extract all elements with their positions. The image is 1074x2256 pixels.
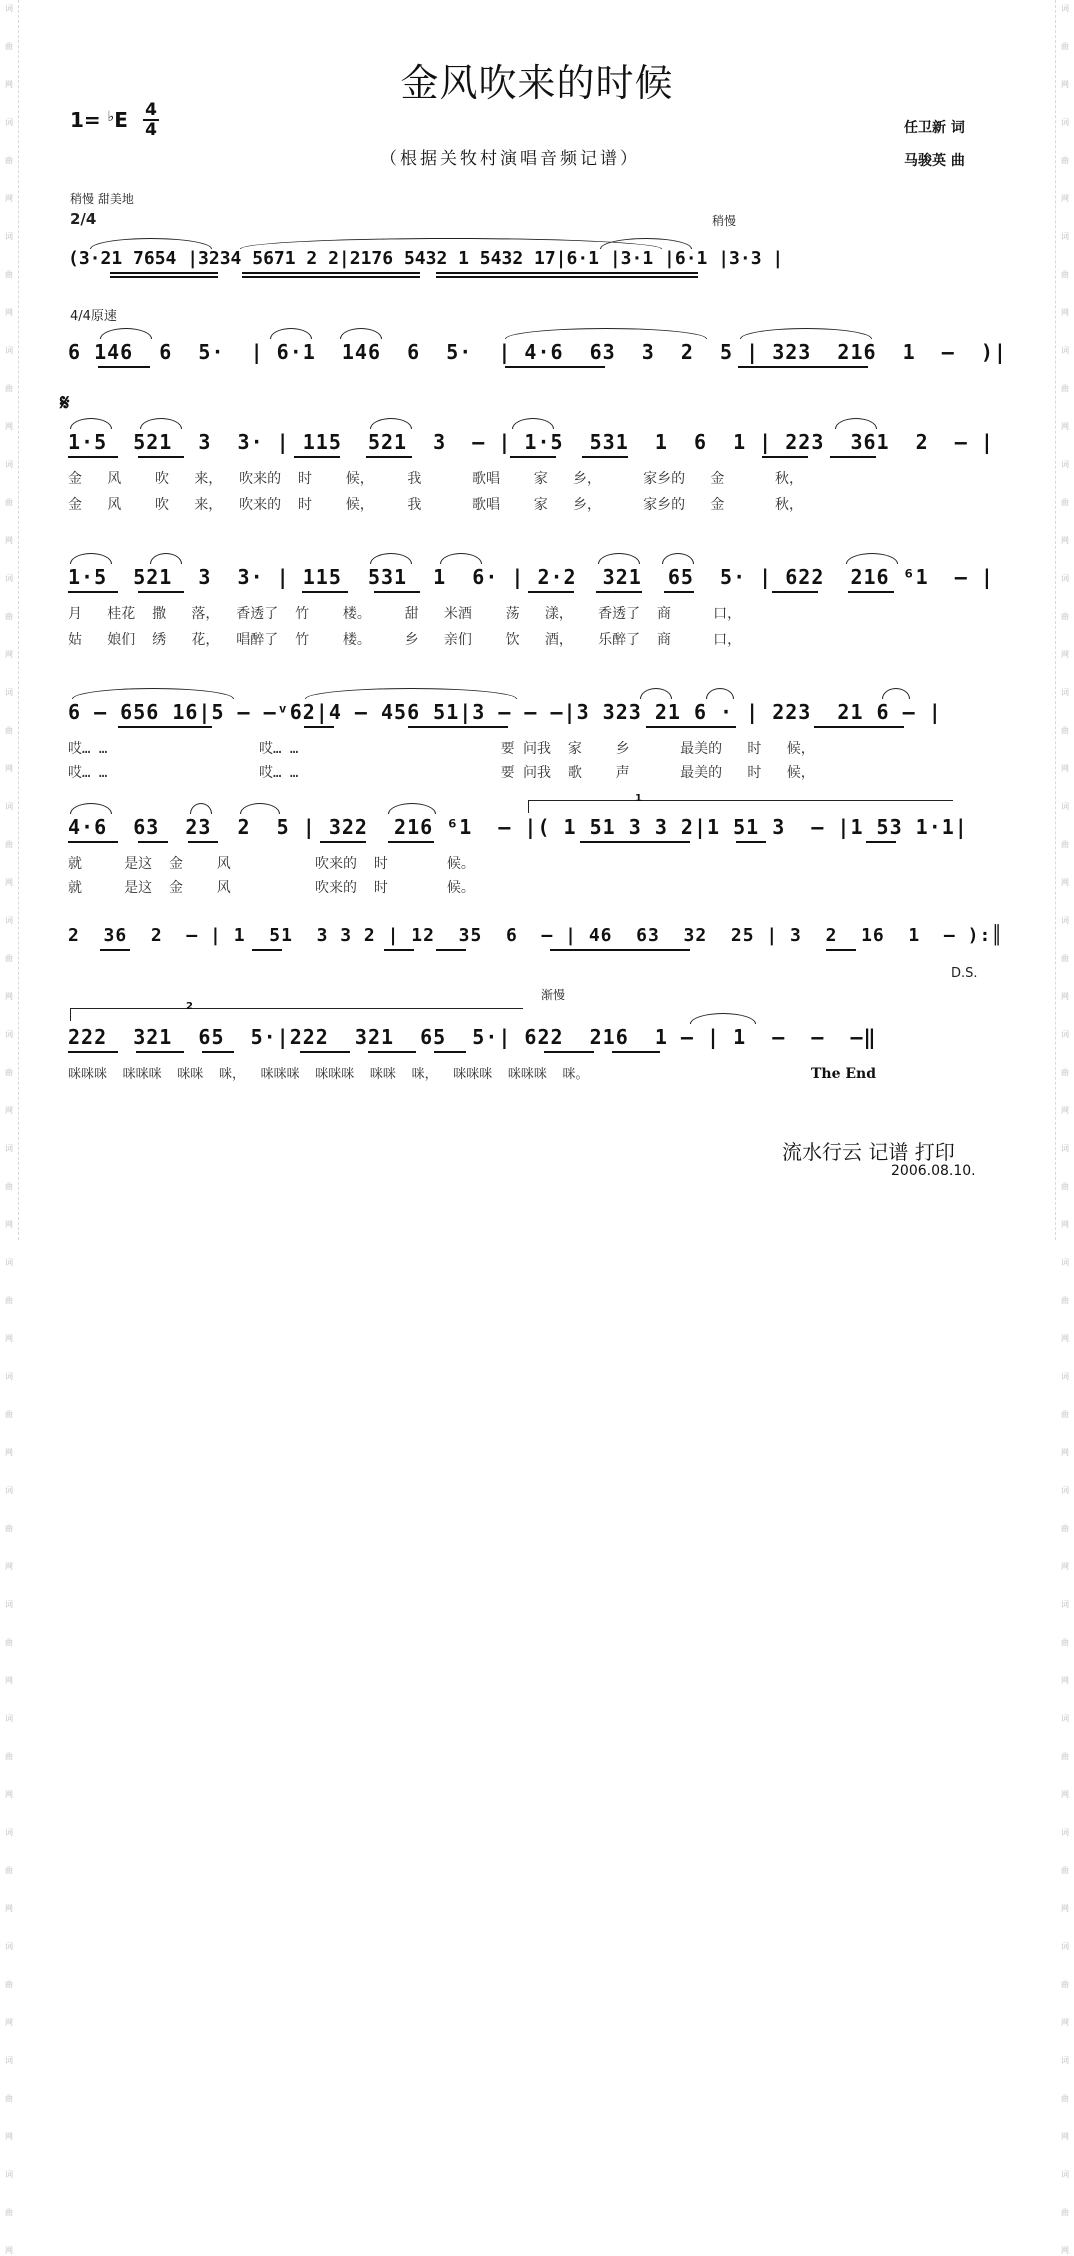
score-line-4: 1·5 521 3 3· | 115 531 1 6· | 2·2 321 65 5· | 622 216 ⁶1 – | — [68, 565, 994, 589]
watermark-char: 网 — [5, 80, 13, 89]
watermark-char: 词 — [1061, 1600, 1069, 1609]
lyric-line-verse1: 就 是这 金 风 吹来的 时 候。 — [68, 856, 475, 872]
underline-beam — [138, 841, 168, 843]
underline-beam — [408, 726, 508, 728]
underline-beam — [582, 456, 628, 458]
underline-beam — [528, 591, 574, 593]
watermark-char: 词 — [1061, 1030, 1069, 1039]
lyric-line-verse1: 哎… … 哎… … 要 问我 家 乡 最美的 时 候， — [68, 741, 815, 757]
underline-beam — [188, 841, 218, 843]
time-signature — [143, 101, 159, 139]
slur — [305, 688, 517, 699]
watermark-char: 网 — [1061, 764, 1069, 773]
watermark-char: 词 — [5, 1714, 13, 1723]
watermark-char: 曲 — [1061, 1182, 1069, 1191]
watermark-char: 网 — [5, 2246, 13, 2255]
watermark-char: 词 — [1061, 232, 1069, 241]
underline-beam — [68, 841, 118, 843]
second-ending-bracket — [70, 1008, 523, 1021]
score-line-2: 6 146 6 5· | 6·1 146 6 5· | 4·6 63 3 2 5 | 323 216 1 – )| — [68, 340, 1007, 364]
watermark-char: 曲 — [1061, 954, 1069, 963]
watermark-char: 网 — [1061, 2018, 1069, 2027]
watermark-char: 曲 — [5, 156, 13, 165]
underline-beam — [242, 272, 420, 274]
underline-beam — [505, 366, 605, 368]
watermark-char: 词 — [1061, 1144, 1069, 1153]
watermark-char: 网 — [5, 536, 13, 545]
watermark-char: 曲 — [5, 1410, 13, 1419]
underline-beam — [136, 1051, 184, 1053]
watermark-char: 词 — [5, 460, 13, 469]
watermark-char: 曲 — [1061, 1752, 1069, 1761]
watermark-char: 词 — [1061, 916, 1069, 925]
watermark-char: 曲 — [5, 1182, 13, 1191]
watermark-char: 网 — [5, 422, 13, 431]
watermark-char: 网 — [5, 1562, 13, 1571]
intro-meter-mark: 2/4 — [70, 210, 97, 228]
underline-beam — [294, 456, 340, 458]
flat-sign: ♭ — [107, 109, 115, 125]
underline-beam — [550, 949, 690, 951]
second-ending-number: 2 — [186, 1001, 193, 1012]
watermark-char: 曲 — [5, 1752, 13, 1761]
watermark-char: 曲 — [1061, 1524, 1069, 1533]
watermark-char: 词 — [5, 916, 13, 925]
watermark-column — [1058, 0, 1072, 2255]
watermark-char: 网 — [5, 1676, 13, 1685]
watermark-char: 词 — [1061, 574, 1069, 583]
underline-beam — [110, 276, 218, 278]
slur — [70, 553, 112, 564]
slur — [72, 688, 234, 699]
underline-beam — [738, 366, 868, 368]
watermark-char: 词 — [1061, 1372, 1069, 1381]
underline-beam — [814, 726, 904, 728]
watermark-char: 曲 — [1061, 498, 1069, 507]
segno-sign: 𝄋 — [60, 390, 70, 416]
underline-beam — [826, 949, 856, 951]
score-line-7: 2 36 2 – | 1 51 3 3 2 | 12 35 6 – | 46 63 32 25 | 3 2 16 1 – ):║ — [68, 925, 1004, 946]
watermark-char: 曲 — [5, 1980, 13, 1989]
watermark-char: 曲 — [5, 384, 13, 393]
underline-beam — [830, 456, 876, 458]
left-margin-watermark — [0, 0, 19, 2255]
underline-beam — [866, 841, 896, 843]
lyricist-credit: 任卫新 词 — [904, 120, 965, 136]
watermark-char: 曲 — [1061, 1638, 1069, 1647]
key-prefix: 1= — [70, 108, 101, 132]
underline-beam — [320, 841, 366, 843]
underline-beam — [68, 591, 118, 593]
watermark-char: 网 — [1061, 1676, 1069, 1685]
watermark-char: 词 — [5, 1258, 13, 1267]
watermark-char: 曲 — [1061, 42, 1069, 51]
slur — [70, 803, 112, 814]
underline-beam — [202, 1051, 234, 1053]
dal-segno-mark: D.S. — [951, 966, 978, 981]
score-line-intro: (3·21 7654 |3234 5671 2 2|2176 5432 1 5432 17|6·1 |3·1 |6·1 |3·3 | — [68, 248, 784, 269]
watermark-char: 曲 — [1061, 2094, 1069, 2103]
underline-beam — [384, 949, 414, 951]
lyric-line-verse2: 姑 娘们 绣 花， 唱醉了 竹 楼。 乡 亲们 饮 酒， 乐醉了 商 口， — [68, 632, 742, 648]
watermark-char: 曲 — [1061, 270, 1069, 279]
slur — [706, 688, 734, 699]
watermark-char: 词 — [1061, 1714, 1069, 1723]
underline-beam — [302, 591, 348, 593]
watermark-char: 曲 — [5, 1638, 13, 1647]
underline-beam — [366, 456, 412, 458]
slur — [882, 688, 910, 699]
watermark-char: 网 — [5, 1334, 13, 1343]
underline-beam — [374, 591, 420, 593]
underline-beam — [100, 949, 130, 951]
watermark-char: 词 — [1061, 346, 1069, 355]
watermark-char: 曲 — [5, 612, 13, 621]
watermark-char: 曲 — [5, 1296, 13, 1305]
ritardando-mark: 稍慢 — [712, 214, 737, 228]
watermark-char: 网 — [1061, 1106, 1069, 1115]
watermark-char: 词 — [5, 1828, 13, 1837]
underline-beam — [736, 841, 766, 843]
watermark-char: 词 — [1061, 4, 1069, 13]
lyric-line-verse2: 就 是这 金 风 吹来的 时 候。 — [68, 880, 475, 896]
watermark-char: 网 — [5, 1790, 13, 1799]
underline-beam — [848, 591, 894, 593]
slur — [640, 688, 672, 699]
underline-beam — [434, 1051, 466, 1053]
watermark-char: 曲 — [1061, 1866, 1069, 1875]
underline-beam — [436, 276, 698, 278]
watermark-char: 曲 — [5, 954, 13, 963]
score-line-6: 4·6 63 23 2 5 | 322 216 ⁶1 – |( 1 51 3 3 2|1 51 3 – |1 53 1·1| — [68, 815, 968, 839]
watermark-char: 曲 — [5, 726, 13, 735]
watermark-char: 曲 — [5, 498, 13, 507]
underline-beam — [436, 272, 698, 274]
watermark-char: 网 — [1061, 536, 1069, 545]
slur — [388, 803, 436, 814]
watermark-char: 曲 — [1061, 1068, 1069, 1077]
watermark-char: 词 — [5, 118, 13, 127]
watermark-char: 曲 — [1061, 156, 1069, 165]
tie-slur — [690, 1013, 756, 1024]
watermark-char: 词 — [5, 1144, 13, 1153]
lyric-line-outro: 咪咪咪 咪咪咪 咪咪 咪， 咪咪咪 咪咪咪 咪咪 咪， 咪咪咪 咪咪咪 咪。 — [68, 1067, 589, 1082]
transcriber-signature: 流水行云 记谱 打印 — [782, 1140, 955, 1164]
watermark-char: 词 — [1061, 802, 1069, 811]
watermark-char: 曲 — [1061, 384, 1069, 393]
watermark-char: 曲 — [5, 1866, 13, 1875]
watermark-char: 词 — [1061, 688, 1069, 697]
watermark-char: 网 — [1061, 422, 1069, 431]
underline-beam — [138, 591, 184, 593]
underline-beam — [304, 726, 334, 728]
slur — [740, 328, 872, 339]
key-signature — [70, 108, 128, 132]
watermark-char: 网 — [1061, 194, 1069, 203]
the-end-mark: The End — [811, 1066, 877, 1082]
underline-beam — [138, 456, 184, 458]
slur — [440, 553, 482, 564]
watermark-char: 词 — [1061, 1942, 1069, 1951]
underline-beam — [68, 456, 118, 458]
slur — [370, 553, 412, 564]
watermark-char: 词 — [5, 1030, 13, 1039]
watermark-char: 词 — [1061, 1258, 1069, 1267]
slur — [270, 328, 312, 339]
watermark-char: 曲 — [1061, 840, 1069, 849]
watermark-char: 网 — [1061, 1334, 1069, 1343]
slur — [662, 553, 694, 564]
underline-beam — [252, 949, 282, 951]
watermark-char: 网 — [1061, 878, 1069, 887]
lyric-line-verse2: 金 风 吹 来， 吹来的 时 候， 我 歌唱 家 乡， 家乡的 金 秋， — [68, 497, 804, 513]
watermark-char: 词 — [5, 232, 13, 241]
watermark-char: 词 — [5, 2170, 13, 2179]
watermark-column — [2, 0, 16, 2255]
watermark-char: 词 — [5, 346, 13, 355]
watermark-char: 网 — [1061, 80, 1069, 89]
watermark-char: 网 — [5, 2132, 13, 2141]
slur — [150, 553, 182, 564]
watermark-char: 词 — [1061, 2170, 1069, 2179]
watermark-char: 词 — [5, 2056, 13, 2065]
underline-beam — [98, 366, 150, 368]
watermark-char: 网 — [1061, 1562, 1069, 1571]
underline-beam — [762, 456, 808, 458]
watermark-char: 网 — [5, 1220, 13, 1229]
watermark-char: 曲 — [5, 2208, 13, 2217]
watermark-char: 网 — [5, 992, 13, 1001]
watermark-char: 网 — [5, 2018, 13, 2027]
watermark-char: 词 — [5, 1372, 13, 1381]
underline-beam — [118, 726, 212, 728]
watermark-char: 词 — [5, 574, 13, 583]
slur — [835, 418, 877, 429]
watermark-char: 曲 — [1061, 1980, 1069, 1989]
first-ending-bracket — [528, 800, 953, 813]
watermark-char: 网 — [1061, 1448, 1069, 1457]
slur — [190, 803, 212, 814]
underline-beam — [110, 272, 218, 274]
slur — [505, 328, 707, 339]
watermark-char: 词 — [1061, 1486, 1069, 1495]
watermark-char: 曲 — [1061, 2208, 1069, 2217]
slur — [240, 803, 280, 814]
watermark-char: 曲 — [1061, 726, 1069, 735]
transcription-date: 2006.08.10. — [891, 1163, 976, 1179]
watermark-char: 词 — [5, 1486, 13, 1495]
underline-beam — [772, 591, 818, 593]
slur — [100, 328, 152, 339]
watermark-char: 网 — [5, 308, 13, 317]
underline-beam — [596, 591, 642, 593]
watermark-char: 词 — [1061, 2056, 1069, 2065]
first-ending-number: 1 — [635, 793, 642, 804]
underline-beam — [436, 949, 466, 951]
watermark-char: 曲 — [5, 2094, 13, 2103]
key-note: E — [114, 108, 128, 132]
watermark-char: 网 — [1061, 1220, 1069, 1229]
watermark-char: 词 — [1061, 460, 1069, 469]
watermark-char: 网 — [1061, 2132, 1069, 2141]
underline-beam — [612, 1051, 660, 1053]
slur — [846, 553, 898, 564]
time-signature-top: 4 — [143, 101, 159, 121]
underline-beam — [664, 591, 694, 593]
slur — [598, 553, 640, 564]
subtitle: （根据关牧村演唱音频记谱） — [380, 149, 640, 169]
right-margin-watermark — [1055, 0, 1074, 2255]
watermark-char: 网 — [1061, 308, 1069, 317]
watermark-char: 词 — [5, 802, 13, 811]
watermark-char: 曲 — [5, 1068, 13, 1077]
underline-beam — [580, 841, 690, 843]
watermark-char: 词 — [1061, 1828, 1069, 1837]
slur — [370, 418, 412, 429]
watermark-char: 网 — [5, 1106, 13, 1115]
watermark-char: 网 — [5, 194, 13, 203]
song-title: 金风吹来的时候 — [400, 61, 674, 105]
watermark-char: 网 — [5, 650, 13, 659]
intro-tempo-mark: 稍慢 甜美地 — [70, 192, 134, 206]
watermark-char: 词 — [1061, 118, 1069, 127]
underline-beam — [368, 1051, 416, 1053]
score-line-5: 6 – 656 16|5 – –ᵛ62|4 – 456 51|3 – – –|3 323 21 6 · | 223 21 6 – | — [68, 700, 942, 724]
watermark-char: 曲 — [1061, 1296, 1069, 1305]
slur — [140, 418, 182, 429]
watermark-char: 曲 — [1061, 1410, 1069, 1419]
watermark-char: 词 — [5, 1942, 13, 1951]
watermark-char: 网 — [1061, 2246, 1069, 2255]
slur — [70, 418, 112, 429]
underline-beam — [388, 841, 434, 843]
slur — [340, 328, 382, 339]
watermark-char: 网 — [5, 1904, 13, 1913]
score-line-8: 222 321 65 5·|222 321 65 5·| 622 216 1 – | 1 – – –‖ — [68, 1025, 877, 1049]
underline-beam — [646, 726, 736, 728]
watermark-char: 网 — [1061, 1790, 1069, 1799]
watermark-char: 网 — [5, 764, 13, 773]
watermark-char: 网 — [1061, 992, 1069, 1001]
watermark-char: 曲 — [5, 1524, 13, 1533]
meter-restore-mark: 4/4原速 — [70, 309, 117, 324]
watermark-char: 网 — [1061, 650, 1069, 659]
underline-beam — [68, 1051, 118, 1053]
watermark-char: 曲 — [5, 42, 13, 51]
lyric-line-verse1: 月 桂花 撒 落， 香透了 竹 楼。 甜 米酒 荡 漾， 香透了 商 口， — [68, 606, 742, 622]
lyric-line-verse2: 哎… … 哎… … 要 问我 歌 声 最美的 时 候， — [68, 765, 815, 781]
watermark-char: 网 — [1061, 1904, 1069, 1913]
lyric-line-verse1: 金 风 吹 来， 吹来的 时 候， 我 歌唱 家 乡， 家乡的 金 秋， — [68, 471, 804, 487]
watermark-char: 词 — [5, 688, 13, 697]
watermark-char: 网 — [5, 878, 13, 887]
composer-credit: 马骏英 曲 — [904, 153, 965, 169]
watermark-char: 网 — [5, 1448, 13, 1457]
watermark-char: 曲 — [5, 270, 13, 279]
watermark-char: 词 — [5, 1600, 13, 1609]
time-signature-bottom: 4 — [145, 120, 157, 140]
score-line-3: 1·5 521 3 3· | 115 521 3 – | 1·5 531 1 6 1 | 223 361 2 – | — [68, 430, 994, 454]
slur — [512, 418, 554, 429]
underline-beam — [510, 456, 556, 458]
underline-beam — [544, 1051, 594, 1053]
underline-beam — [300, 1051, 350, 1053]
watermark-char: 词 — [5, 4, 13, 13]
watermark-char: 曲 — [5, 840, 13, 849]
rallentando-mark: 渐慢 — [541, 988, 566, 1002]
watermark-char: 曲 — [1061, 612, 1069, 621]
underline-beam — [242, 276, 420, 278]
